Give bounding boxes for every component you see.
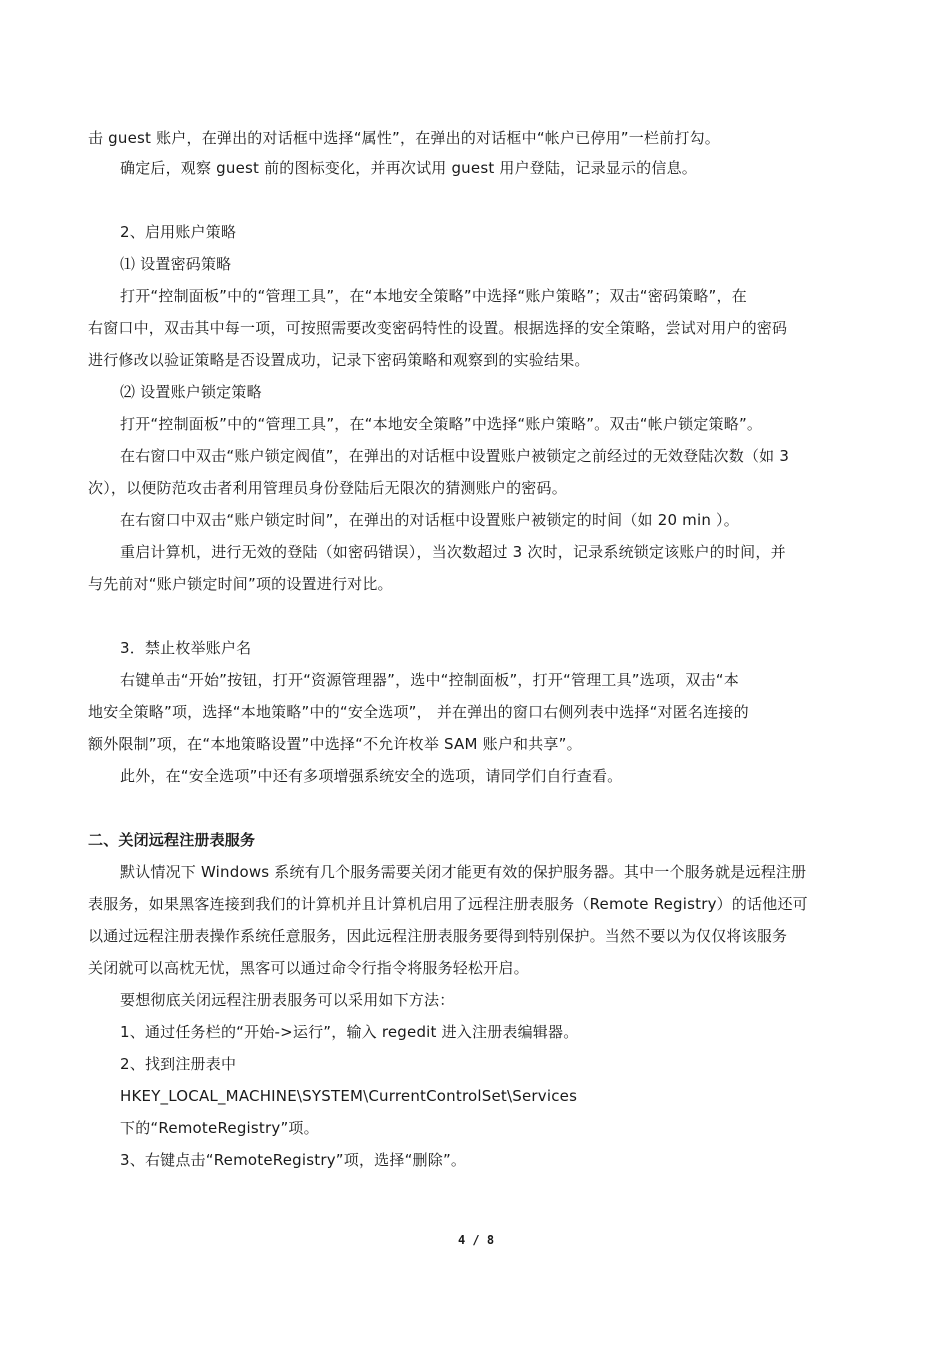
- step-line: 3、右键点击“RemoteRegistry”项，选择“删除”。: [120, 1151, 467, 1169]
- paragraph-line: 默认情况下 Windows 系统有几个服务需要关闭才能更有效的保护服务器。其中一个服务就是远程注册: [120, 863, 807, 881]
- paragraph-line: 次），以便防范攻击者利用管理员身份登陆后无限次的猜测账户的密码。: [88, 479, 567, 497]
- subsection-heading: ⑴ 设置密码策略: [120, 255, 232, 273]
- paragraph-line: 在右窗口中双击“账户锁定阀值”，在弹出的对话框中设置账户被锁定之前经过的无效登陆次数（如 3: [120, 447, 790, 465]
- paragraph-line: 以通过远程注册表操作系统任意服务，因此远程注册表服务要得到特别保护。当然不要以为仅仅将该服务: [88, 927, 788, 945]
- paragraph-line: 表服务，如果黑客连接到我们的计算机并且计算机启用了远程注册表服务（Remote Registry）的话他还可: [88, 895, 808, 913]
- paragraph-line: 打开“控制面板”中的“管理工具”，在“本地安全策略”中选择“账户策略”；双击“密码策略”，在: [120, 287, 747, 305]
- registry-path: HKEY_LOCAL_MACHINE\SYSTEM\CurrentControlSet\Services: [120, 1087, 578, 1105]
- subsection-heading: ⑵ 设置账户锁定策略: [120, 383, 262, 401]
- paragraph-line: 确定后，观察 guest 前的图标变化，并再次试用 guest 用户登陆，记录显示的信息。: [120, 159, 697, 177]
- paragraph-line: 与先前对“账户锁定时间”项的设置进行对比。: [88, 575, 393, 593]
- paragraph-line: 此外，在“安全选项”中还有多项增强系统安全的选项，请同学们自行查看。: [120, 767, 623, 785]
- paragraph-line: 下的“RemoteRegistry”项。: [120, 1119, 319, 1137]
- paragraph-line: 地安全策略”项，选择“本地策略”中的“安全选项”， 并在弹出的窗口右侧列表中选择“对匿名连接的: [88, 703, 749, 721]
- paragraph-line: 右键单击“开始”按钮，打开“资源管理器”，选中“控制面板”，打开“管理工具”选项，双击“本: [120, 671, 739, 689]
- paragraph-line: 重启计算机，进行无效的登陆（如密码错误），当次数超过 3 次时，记录系统锁定该账户的时间，并: [120, 543, 786, 561]
- page-number: 4 / 8: [457, 1233, 495, 1247]
- paragraph-line: 击 guest 账户，在弹出的对话框中选择“属性”，在弹出的对话框中“帐户已停用”一栏前打勾。: [88, 129, 720, 147]
- paragraph-line: 打开“控制面板”中的“管理工具”，在“本地安全策略”中选择“账户策略”。双击“帐户锁定策略”。: [120, 415, 763, 433]
- chapter-heading: 二、关闭远程注册表服务: [88, 831, 256, 849]
- step-line: 1、通过任务栏的“开始->运行”，输入 regedit 进入注册表编辑器。: [120, 1023, 579, 1041]
- paragraph-line: 关闭就可以高枕无忧，黑客可以通过命令行指令将服务轻松开启。: [88, 959, 529, 977]
- paragraph-line: 进行修改以验证策略是否设置成功，记录下密码策略和观察到的实验结果。: [88, 351, 590, 369]
- paragraph-line: 在右窗口中双击“账户锁定时间”，在弹出的对话框中设置账户被锁定的时间（如 20 min ）。: [120, 511, 739, 529]
- section-heading: 3．禁止枚举账户名: [120, 639, 252, 657]
- paragraph-line: 要想彻底关闭远程注册表服务可以采用如下方法：: [120, 991, 455, 1009]
- section-heading: 2、启用账户策略: [120, 223, 237, 241]
- paragraph-line: 额外限制”项，在“本地策略设置”中选择“不允许枚举 SAM 账户和共享”。: [88, 735, 582, 753]
- step-line: 2、找到注册表中: [120, 1055, 237, 1073]
- paragraph-line: 右窗口中，双击其中每一项，可按照需要改变密码特性的设置。根据选择的安全策略，尝试对用户的密码: [88, 319, 788, 337]
